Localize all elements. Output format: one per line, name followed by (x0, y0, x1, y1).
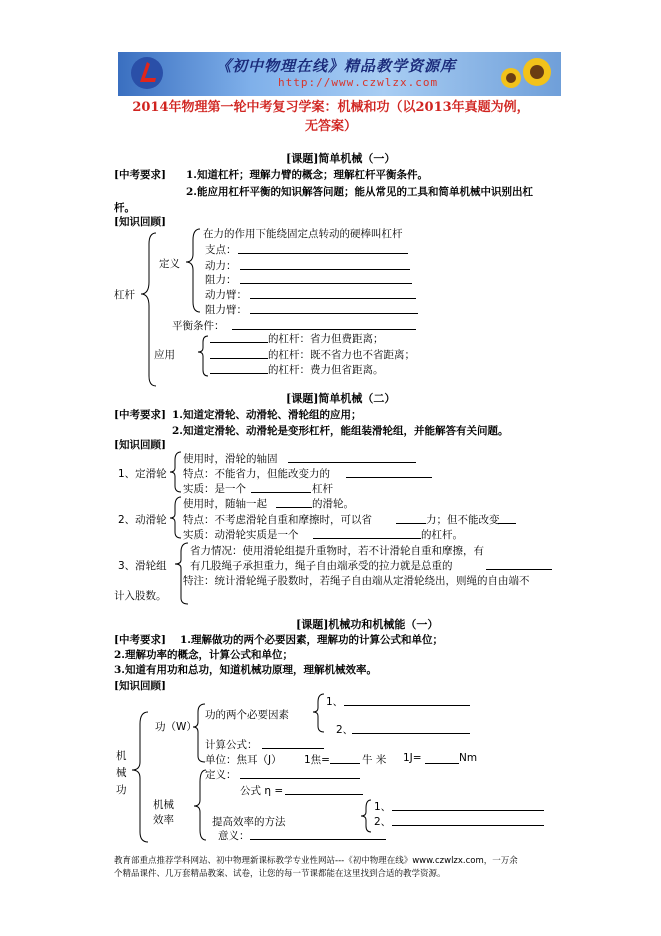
fixed-essence-b: 杠杆 (312, 483, 333, 495)
work-label: 功（W） (155, 721, 197, 733)
section2-req1: 1.知道定滑轮、动滑轮、滑轮组的应用； (172, 409, 362, 421)
section1-req1: 1.知道杠杆；理解力臂的概念；理解杠杆平衡条件。 (186, 169, 428, 181)
lever-definition: 在力的作用下能绕固定点转动的硬棒叫杠杆 (203, 228, 403, 240)
improve2-label: 2、 (374, 816, 392, 828)
unit-d: 1J= (403, 752, 422, 764)
app3: 的杠杆：费力但省距离。 (268, 364, 384, 376)
section3-req1: 1.理解做功的两个必要因素，理解功的计算公式和单位； (180, 634, 443, 646)
lever-label: 杠杆 (114, 289, 135, 301)
effort-label: 动力： (205, 260, 237, 272)
mech-eff-label1: 机械 (153, 799, 174, 811)
movable-feature-b: 力；但不能改变 (426, 514, 500, 526)
group-feature2: 计入股数。 (114, 590, 167, 602)
unit-b: 1焦= (304, 754, 330, 766)
section1-req2a: 2.能应用杠杆平衡的知识解答问题；能从常见的工具和简单机械中识别出杠 (186, 186, 533, 198)
unit-e: Nm (459, 752, 478, 764)
resistance-arm-label: 阻力臂： (205, 304, 247, 316)
doc-title-line2: 无答案） (304, 119, 357, 134)
movable-essence-a: 实质：动滑轮实质是一个 (183, 529, 299, 541)
improve-label: 提高效率的方法 (212, 816, 286, 828)
formula-label: 计算公式： (205, 739, 258, 751)
section1-heading: [课题]简单机械（一） (286, 152, 396, 165)
balance-label: 平衡条件： (172, 320, 225, 332)
pulley-group-label: 3、滑轮组 (118, 560, 167, 572)
effort-arm-label: 动力臂： (205, 289, 247, 301)
section3-review: [知识回顾] (114, 680, 166, 692)
movable-use-a: 使用时，随轴一起 (183, 498, 267, 510)
unit-a: 单位：焦耳（J） (205, 754, 282, 766)
footer-line2: 个精品课件、几万套精品教案、试卷，让您的每一节课都能在这里找到合适的教学资源。 (114, 869, 446, 879)
factor2-label: 2、 (336, 724, 354, 736)
mech-work-char1: 机 (116, 750, 127, 762)
section3-heading: [课题]机械功和机械能（一） (296, 618, 439, 631)
meaning-label: 意义： (218, 830, 250, 842)
eff-definition-label: 定义： (205, 769, 237, 781)
section3-req-label: [中考要求] (114, 634, 166, 646)
movable-feature-a: 特点：不考虑滑轮自重和摩擦时，可以省 (183, 514, 372, 526)
section2-req-label: [中考要求] (114, 409, 166, 421)
app2: 的杠杆：既不省力也不省距离； (268, 349, 415, 361)
resistance-label: 阻力： (205, 274, 237, 286)
unit-c: 牛 米 (362, 754, 387, 766)
fixed-pulley-label: 1、定滑轮 (118, 468, 167, 480)
section1-review: [知识回顾] (114, 216, 166, 228)
fixed-feature: 特点：不能省力，但能改变力的 (183, 468, 330, 480)
improve1-label: 1、 (374, 801, 392, 813)
section2-review: [知识回顾] (114, 439, 166, 451)
movable-pulley-label: 2、动滑轮 (118, 514, 167, 526)
eff-formula-label: 公式 η = (240, 785, 284, 797)
footer-note (114, 855, 584, 881)
two-factors-label: 功的两个必要因素 (205, 709, 289, 721)
application-label: 应用 (154, 349, 175, 361)
doc-title-line1: 2014年物理第一轮中考复习学案：机械和功（以2013年真题为例， (132, 100, 530, 115)
section3-req3: 3.知道有用功和总功，知道机械功原理，理解机械效率。 (114, 664, 377, 676)
section1-req-label: [中考要求] (114, 169, 166, 181)
section2-req2: 2.知道定滑轮、动滑轮是变形杠杆，能组装滑轮组，并能解答有关问题。 (172, 425, 509, 437)
fulcrum-label: 支点： (205, 244, 237, 256)
section3-req2: 2.理解功率的概念，计算公式和单位； (114, 649, 293, 661)
group-feature: 特注：统计滑轮绳子股数时，若绳子自由端从定滑轮绕出，则绳的自由端不 (183, 575, 530, 587)
group-force2: 有几股绳子承担重力，绳子自由端承受的拉力就是总重的 (190, 560, 453, 572)
mech-work-char2: 械 (116, 767, 127, 779)
footer-line1: 教育部重点推荐学科网站、初中物理新课标教学专业性网站---《初中物理在线》www.czwlzx.com，一万余 (114, 856, 518, 866)
mech-eff-label2: 效率 (153, 814, 174, 826)
mech-work-char3: 功 (116, 784, 127, 796)
movable-essence-b: 的杠杆。 (421, 529, 463, 541)
factor1-label: 1、 (326, 696, 344, 708)
banner-url[interactable]: http://www.czwlzx.com (278, 76, 439, 89)
section1-req2b: 杆。 (114, 202, 135, 214)
section2-heading: [课题]简单机械（二） (286, 392, 396, 405)
definition-label: 定义 (159, 258, 180, 270)
app1: 的杠杆：省力但费距离； (268, 333, 384, 345)
fixed-use: 使用时，滑轮的轴固 (183, 453, 278, 465)
banner-title: 《初中物理在线》精品教学资源库 (216, 57, 457, 75)
group-force1: 省力情况：使用滑轮组提升重物时，若不计滑轮自重和摩擦，有 (190, 545, 484, 557)
fixed-essence-a: 实质：是一个 (183, 483, 246, 495)
movable-use-b: 的滑轮。 (312, 498, 354, 510)
